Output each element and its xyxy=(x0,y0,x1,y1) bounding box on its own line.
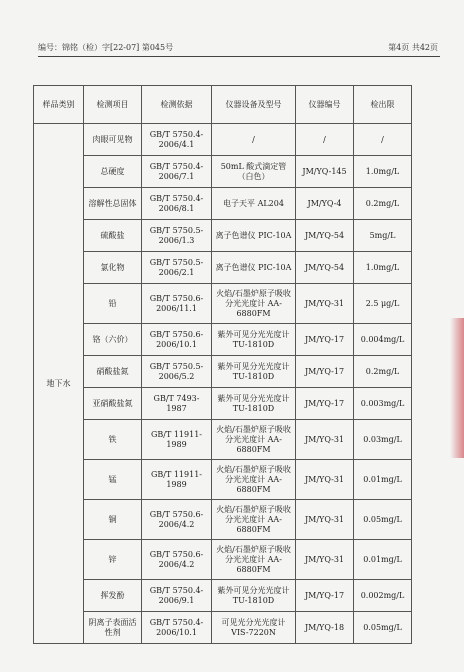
test-item-cell: 溶解性总固体 xyxy=(84,188,142,220)
col-header-test-item: 检测项目 xyxy=(84,86,142,124)
method-cell: GB/T 7493-1987 xyxy=(142,388,212,420)
instrument-id-cell: JM/YQ-17 xyxy=(296,356,354,388)
table-row xyxy=(34,324,412,356)
test-item-cell: 挥发酚 xyxy=(84,580,142,612)
test-item-cell: 铜 xyxy=(84,500,142,540)
table-row xyxy=(34,188,412,220)
table-row xyxy=(34,252,412,284)
instrument-id-cell: JM/YQ-31 xyxy=(296,500,354,540)
col-header-instrument-id: 仪器编号 xyxy=(296,86,354,124)
report-number: 编号：锦铭（检）字[22-07] 第045号 xyxy=(38,43,174,52)
equipment-cell: 火焰/石墨炉原子吸收分光光度计 AA-6880FM xyxy=(212,500,296,540)
test-item-cell: 铁 xyxy=(84,420,142,460)
method-cell: GB/T 5750.5-2006/1.3 xyxy=(142,220,212,252)
detection-limit-cell: 5mg/L xyxy=(354,220,412,252)
detection-limit-cell: 0.2mg/L xyxy=(354,356,412,388)
equipment-cell: 火焰/石墨炉原子吸收分光光度计 AA-6880FM xyxy=(212,540,296,580)
detection-limit-cell: 0.05mg/L xyxy=(354,500,412,540)
table-header-row xyxy=(34,86,412,124)
instrument-id-cell: JM/YQ-17 xyxy=(296,388,354,420)
table-row xyxy=(34,220,412,252)
test-item-cell: 亚硝酸盐氮 xyxy=(84,388,142,420)
table-row xyxy=(34,420,412,460)
table-row xyxy=(34,612,412,644)
instrument-id-cell: JM/YQ-17 xyxy=(296,580,354,612)
instrument-id-cell: / xyxy=(296,124,354,156)
method-cell: GB/T 5750.4-2006/4.1 xyxy=(142,124,212,156)
equipment-cell: 紫外可见分光光度计 TU-1810D xyxy=(212,324,296,356)
method-cell: GB/T 5750.6-2006/4.2 xyxy=(142,540,212,580)
detection-limit-cell: 0.03mg/L xyxy=(354,420,412,460)
equipment-cell: 离子色谱仪 PIC-10A xyxy=(212,252,296,284)
instrument-id-cell: JM/YQ-145 xyxy=(296,156,354,188)
method-cell: GB/T 5750.6-2006/10.1 xyxy=(142,324,212,356)
equipment-cell: 50mL 酸式滴定管（白色） xyxy=(212,156,296,188)
table-row xyxy=(34,500,412,540)
test-item-cell: 铅 xyxy=(84,284,142,324)
test-item-cell: 总硬度 xyxy=(84,156,142,188)
table-row xyxy=(34,460,412,500)
test-methods-table xyxy=(33,85,412,644)
equipment-cell: 火焰/石墨炉原子吸收分光光度计 AA-6880FM xyxy=(212,460,296,500)
test-item-cell: 铬（六价） xyxy=(84,324,142,356)
table-row xyxy=(34,580,412,612)
equipment-cell: 火焰/石墨炉原子吸收分光光度计 AA-6880FM xyxy=(212,284,296,324)
detection-limit-cell: 0.01mg/L xyxy=(354,540,412,580)
test-item-cell: 硫酸盐 xyxy=(84,220,142,252)
detection-limit-cell: 0.01mg/L xyxy=(354,460,412,500)
table-row xyxy=(34,356,412,388)
method-cell: GB/T 5750.4-2006/8.1 xyxy=(142,188,212,220)
table-row xyxy=(34,284,412,324)
method-cell: GB/T 5750.5-2006/5.2 xyxy=(142,356,212,388)
method-cell: GB/T 11911-1989 xyxy=(142,420,212,460)
sample-category-cell: 地下水 xyxy=(34,124,84,644)
instrument-id-cell: JM/YQ-31 xyxy=(296,540,354,580)
equipment-cell: / xyxy=(212,124,296,156)
equipment-cell: 紫外可见分光光度计 TU-1810D xyxy=(212,356,296,388)
equipment-cell: 紫外可见分光光度计 TU-1810D xyxy=(212,580,296,612)
col-header-method: 检测依据 xyxy=(142,86,212,124)
detection-limit-cell: 2.5 μg/L xyxy=(354,284,412,324)
seal-stamp-edge xyxy=(450,318,464,458)
test-item-cell: 硝酸盐氮 xyxy=(84,356,142,388)
detection-limit-cell: 0.003mg/L xyxy=(354,388,412,420)
col-header-equipment: 仪器设备及型号 xyxy=(212,86,296,124)
instrument-id-cell: JM/YQ-54 xyxy=(296,220,354,252)
detection-limit-cell: 0.002mg/L xyxy=(354,580,412,612)
method-cell: GB/T 5750.6-2006/4.2 xyxy=(142,500,212,540)
header-rule xyxy=(38,56,440,57)
method-cell: GB/T 5750.5-2006/2.1 xyxy=(142,252,212,284)
method-cell: GB/T 11911-1989 xyxy=(142,460,212,500)
table-body xyxy=(34,124,412,644)
detection-limit-cell: 0.05mg/L xyxy=(354,612,412,644)
test-item-cell: 氯化物 xyxy=(84,252,142,284)
detection-limit-cell: 0.004mg/L xyxy=(354,324,412,356)
table-row xyxy=(34,540,412,580)
page-number: 第4页 共42页 xyxy=(388,43,438,52)
equipment-cell: 紫外可见分光光度计 TU-1810D xyxy=(212,388,296,420)
detection-limit-cell: 1.0mg/L xyxy=(354,252,412,284)
equipment-cell: 离子色谱仪 PIC-10A xyxy=(212,220,296,252)
method-cell: GB/T 5750.6-2006/11.1 xyxy=(142,284,212,324)
page-header xyxy=(38,42,438,56)
method-cell: GB/T 5750.4-2006/7.1 xyxy=(142,156,212,188)
instrument-id-cell: JM/YQ-31 xyxy=(296,420,354,460)
table-row xyxy=(34,124,412,156)
instrument-id-cell: JM/YQ-18 xyxy=(296,612,354,644)
instrument-id-cell: JM/YQ-4 xyxy=(296,188,354,220)
instrument-id-cell: JM/YQ-17 xyxy=(296,324,354,356)
col-header-detection-limit: 检出限 xyxy=(354,86,412,124)
equipment-cell: 可见光分光光度计 VIS-7220N xyxy=(212,612,296,644)
table-row xyxy=(34,388,412,420)
equipment-cell: 火焰/石墨炉原子吸收分光光度计 AA-6880FM xyxy=(212,420,296,460)
test-item-cell: 阴离子表面活性剂 xyxy=(84,612,142,644)
detection-limit-cell: 1.0mg/L xyxy=(354,156,412,188)
col-header-sample-category: 样品类别 xyxy=(34,86,84,124)
method-cell: GB/T 5750.4-2006/9.1 xyxy=(142,580,212,612)
table-row xyxy=(34,156,412,188)
test-item-cell: 锰 xyxy=(84,460,142,500)
method-cell: GB/T 5750.4-2006/10.1 xyxy=(142,612,212,644)
instrument-id-cell: JM/YQ-31 xyxy=(296,284,354,324)
detection-limit-cell: 0.2mg/L xyxy=(354,188,412,220)
detection-limit-cell: / xyxy=(354,124,412,156)
test-item-cell: 锌 xyxy=(84,540,142,580)
instrument-id-cell: JM/YQ-31 xyxy=(296,460,354,500)
test-item-cell: 肉眼可见物 xyxy=(84,124,142,156)
instrument-id-cell: JM/YQ-54 xyxy=(296,252,354,284)
equipment-cell: 电子天平 AL204 xyxy=(212,188,296,220)
